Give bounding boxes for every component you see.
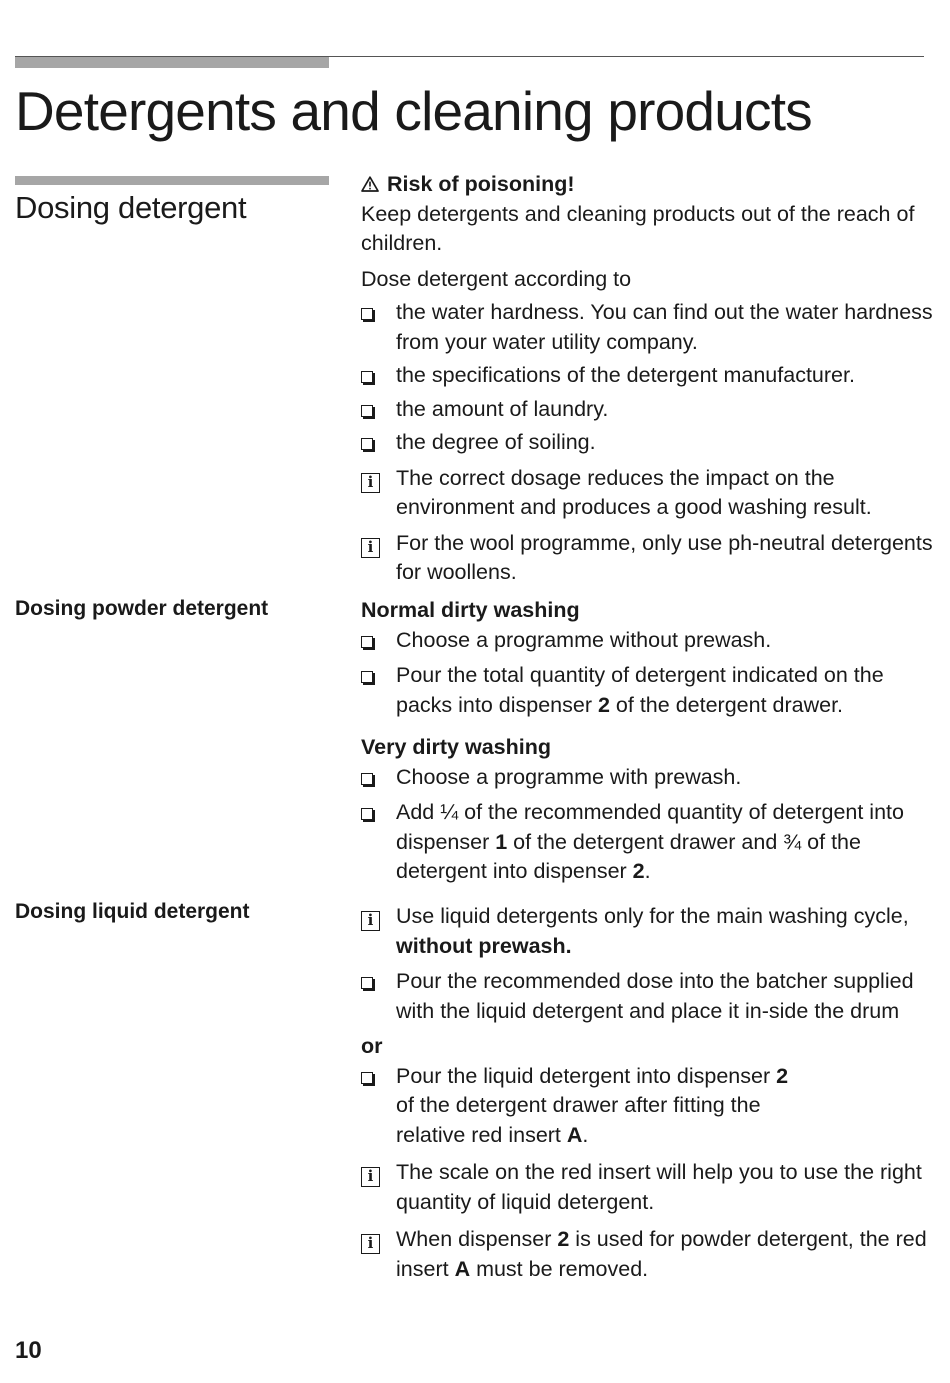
or-label: or bbox=[361, 1034, 383, 1058]
checkbox-bullet-icon bbox=[361, 308, 373, 320]
checkbox-bullet-icon bbox=[361, 371, 373, 383]
section-title: Dosing detergent bbox=[15, 190, 247, 225]
warning-title: Risk of poisoning! bbox=[387, 172, 575, 196]
list-item: Pour the total quantity of detergent indicated on the packs into dispenser 2 of the detergent drawer. bbox=[361, 661, 933, 720]
checkbox-bullet-icon bbox=[361, 1072, 373, 1084]
list-item: the amount of laundry. bbox=[361, 395, 933, 425]
info-note: i For the wool programme, only use ph-neutral detergents for woollens. bbox=[361, 529, 933, 588]
dose-intro: Dose detergent according to bbox=[361, 266, 632, 291]
very-dirty-heading: Very dirty washing bbox=[361, 735, 551, 759]
section-gray-bar bbox=[15, 176, 329, 185]
liquid-label: Dosing liquid detergent bbox=[15, 900, 250, 923]
info-note: i Use liquid detergents only for the main washing cycle, without prewash. bbox=[361, 902, 933, 961]
checkbox-bullet-icon bbox=[361, 808, 373, 820]
list-item: Pour the liquid detergent into dispenser 2 of the detergent drawer after fitting the relative red insert A. bbox=[361, 1062, 933, 1151]
list-item: Choose a programme without prewash. bbox=[361, 626, 933, 656]
checkbox-bullet-icon bbox=[361, 438, 373, 450]
list-item: the degree of soiling. bbox=[361, 428, 933, 458]
info-note: i When dispenser 2 is used for powder detergent, the red insert A must be removed. bbox=[361, 1225, 933, 1284]
checkbox-bullet-icon bbox=[361, 773, 373, 785]
powder-label: Dosing powder detergent bbox=[15, 597, 269, 620]
info-icon: i bbox=[361, 473, 380, 493]
warning-text: Keep detergents and cleaning products out of the reach of children. bbox=[361, 201, 915, 255]
list-item: Add ¼ of the recommended quantity of detergent into dispenser 1 of the detergent drawer and ¾ of the detergent into dispenser 2. bbox=[361, 798, 933, 887]
info-icon: i bbox=[361, 911, 380, 931]
list-item: the water hardness. You can find out the water hardness from your water utility company. bbox=[361, 298, 933, 357]
warning-triangle-icon bbox=[361, 170, 379, 200]
list-item: Choose a programme with prewash. bbox=[361, 763, 933, 793]
info-icon: i bbox=[361, 1234, 380, 1254]
checkbox-bullet-icon bbox=[361, 977, 373, 989]
checkbox-bullet-icon bbox=[361, 636, 373, 648]
page-title: Detergents and cleaning products bbox=[15, 80, 812, 142]
liquid-block bbox=[361, 902, 933, 1284]
checkbox-bullet-icon bbox=[361, 671, 373, 683]
info-note: i The correct dosage reduces the impact on the environment and produces a good washing result. bbox=[361, 464, 933, 523]
info-icon: i bbox=[361, 538, 380, 558]
checkbox-bullet-icon bbox=[361, 405, 373, 417]
dosing-detergent-block bbox=[361, 170, 933, 588]
list-item: Pour the recommended dose into the batcher supplied with the liquid detergent and place it in-side the drum bbox=[361, 967, 933, 1026]
page-number: 10 bbox=[15, 1337, 42, 1364]
top-gray-bar bbox=[15, 57, 329, 68]
normal-washing-heading: Normal dirty washing bbox=[361, 598, 580, 622]
powder-block bbox=[361, 596, 933, 887]
warning-heading bbox=[361, 170, 933, 200]
info-note: i The scale on the red insert will help you to use the right quantity of liquid detergent. bbox=[361, 1158, 933, 1217]
info-icon: i bbox=[361, 1167, 380, 1187]
list-item: the specifications of the detergent manufacturer. bbox=[361, 361, 933, 391]
